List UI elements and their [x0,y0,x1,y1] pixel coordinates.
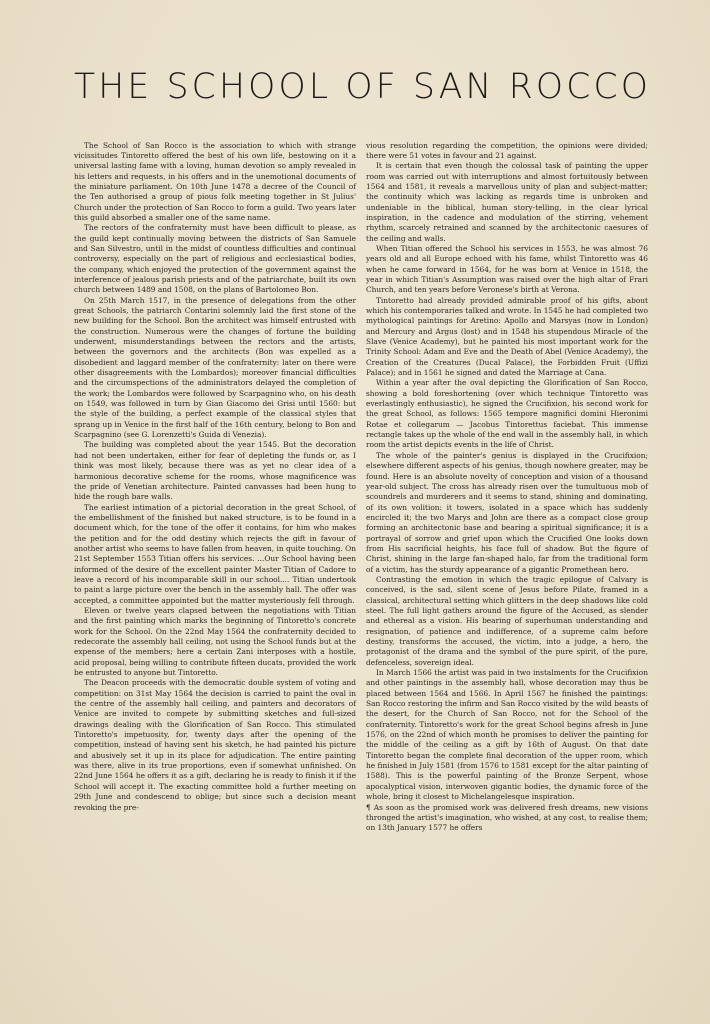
column-right [366,141,648,834]
paragraph: vious resolution regarding the competition, the opinions were divided; there were 51 votes in favour and 21 against. [366,140,648,160]
paragraph: In March 1566 the artist was paid in two instalments for the Crucifixion and other paintings in the assembly hall, whose decoration may thus be placed between 1564 and 1566. In April 1567 he finished the paintings: San Rocco restoring the infirm and San Rocco visited by the wild beasts of the desert, for the Church of San Rocco, not for the School of the confraternity. Tintoretto's work for the great School begins afresh in June 1576, on the 22nd of which month he promises to deliver the painting for the middle of the ceiling as a gift by 16th of August. On that date Tintoretto began the complete final decoration of the upper room, which he finished in July 1581 (from 1576 to 1581 except for the altar painting of 1588). This is the powerful painting of the Bronze Serpent, whose apocalyptical vision, interwoven gigantic bodies, the dynamic force of the whole, bring it closest to Michelangelesque inspiration. [366,668,648,802]
paragraph: The rectors of the confraternity must have been difficult to please, as the guild kept continually moving between the districts of San Samuele and San Silvestro, until in the midst of countless difficulties and continual controversy, especially on the part of religious and ecclesiastical bodies, the company, which enjoyed the protection of the government against the interference of jealous parish priests and of the patriarchate, built its own church between 1489 and 1508, on the plans of Bartolomeo Bon. [74,223,356,295]
paragraph: ¶ As soon as the promised work was delivered fresh dreams, new visions thronged the artist's imagination, who wished, at any cost, to realise them; on 13th January 1577 he offers [366,802,648,833]
paragraph: When Titian offered the School his services in 1553, he was almost 76 years old and all Europe echoed with his fame, whilst Tintoretto was 46 when he came forward in 1564, for he was born at Venice in 1518, the year in which Titian's Assumption was raised over the high altar of Frari Church, and ten years before Veronese's birth at Verona. [366,243,648,295]
page-title: THE SCHOOL OF SAN ROCCO [74,67,652,107]
paragraph: Contrasting the emotion in which the tragic epilogue of Calvary is conceived, is the sad, silent scene of Jesus before Pilate, framed in a classical, architectural setting which glitters in the deep shadows like cold steel. The full light gathers around the figure of the Accused, as slender and ethereal as a vision. His bearing of superhuman understanding and resignation, of patience and indifference, of a supreme calm before destiny, transforms the accused, the victim, into a judge, a hero, the protagonist of the drama and the symbol of the pure spirit, of the pure, defenceless, sovereign ideal. [366,574,648,667]
paragraph: The earliest intimation of a pictorial decoration in the great School, of the embellishment of the finished but naked structure, is to be found in a document which, for the tone of the offer it contains, for him who makes the petition and for the odd destiny which rejects the gift in favour of another artist who seems to have fallen from heaven, in quite touching. On 21st September 1553 Titian offers his services. ...Our School having been informed of the desire of the excellent painter Master Titian of Cadore to leave a record of his incomparable skill in our school.... Titian undertook to paint a large picture over the bench in the assembly hall. The offer was accepted, a committee appointed but the matter mysteriously fell through. [74,502,356,605]
paragraph: The School of San Rocco is the association to which with strange vicissitudes Tintoretto offered the best of his own life, bestowing on it a universal lasting fame with a loving, human devotion so amply revealed in his letters and requests, in his offers and in the unemotional documents of the miniature parliament. On 10th June 1478 a decree of the Council of the Ten authorised a group of pious folk meeting together in St Julius' Church under the protection of San Rocco to form a guild. Two years later this guild absorbed a smaller one of the same name. [74,140,356,222]
paragraph: Tintoretto had already provided admirable proof of his gifts, about which his contemporaries talked and wrote. In 1545 he had completed two mythological paintings for Aretino: Apollo and Marsyas (now in London) and Mercury and Argus (lost) and in 1548 his stupendous Miracle of the Slave (Venice Academy), but he painted his most important work for the Trinity School: Adam and Eve and the Death of Abel (Venice Academy), the Creation of the Creatures (Ducal Palace), the Forbidden Fruit (Uffizi Palace); and in 1561 he signed and dated the Marriage at Cana. [366,295,648,378]
paragraph: On 25th March 1517, in the presence of delegations from the other great Schools, the patriarch Contarini solemnly laid the first stone of the new building for the School. Bon the architect was himself entrusted with the construction. Numerous were the changes of fortune the building underwent, misunderstandings between the rectors and the artists, between the governors and the architects (Bon was expelled as a disobedient and laggard member of the confraternity: later on there were other disagreements with the Lombardos); moreover financial difficulties and the circumspections of the administrators delayed the completion of the work; the Lombardos were followed by Scarpagnino who, on his death on 1549, was followed in turn by Gian Giacomo dei Grisi until 1560: but the style of the building, a perfect example of the classical styles that sprang up in Venice in the first half of the 16th century, belong to Bon and Scarpagnino (see G. Lorenzetti's Guida di Venezia). [74,295,356,440]
paragraph: Eleven or twelve years clapsed between the negotiations with Titian and the first painting which marks the beginning of Tintoretto's concrete work for the School. On the 22nd May 1564 the confraternity decided to redecorate the assembly hall ceiling, not using the School funds but at the expense of the members; here a certain Zani interposes with a hostile, acid proposal, being willing to contribute fifteen ducats, provided the work be entrusted to anyone but Tintoretto. [74,605,356,678]
column-left [74,141,356,834]
paragraph: The whole of the painter's genius is displayed in the Crucifixion; elsewhere different aspects of his genius, though nowhere greater, may be found. Here is an absolute novelty of conception and vision of a thousand year-old subject. The cross has already risen over the tumultuous mob of scoundrels and murderers and it seems to stand, shining and dominating, of its own volition: it towers, isolated in a space which has suddenly encircled it; the two Marys and John are there as a compact close group forming an architectonic base and bearing a spiritual significance; it is a portrayal of sorrow and grief upon which the Crucified One looks down from His sacrificial heights, his face full of shadow. But the figure of Christ, shining in the large fan-shaped halo, far from the traditional form of a victim, has the sturdy appearance of a gigantic Promethean hero. [366,450,648,574]
paragraph: Within a year after the oval depicting the Glorification of San Rocco, showing a bold foreshortening (over which technique Tintoretto was everlastingly enthusiastic), he signed the Crucifixion, his second work for the great School, as follows: 1565 tempore magnifici domini Hieronimi Rotae et collegarum — Jacobus Tintorettus faciebat. This immense rectangle takes up the whole of the end wall in the assembly hall, in which room the artist depicts events in the life of Christ. [366,378,648,450]
paragraph: The Deacon proceeds with the democratic double system of voting and competition: on 31st May 1564 the decision is carried to paint the oval in the centre of the assembly hall ceiling, and painters and decorators of Venice are invited to compete by submitting sketches and full-sized drawings dealing with the Glorification of San Rocco. This stimulated Tintoretto's impetuosity, for, twenty days after the opening of the competition, instead of having sent his sketch, he had painted his picture and abusively set it up in its place for adjudication. The entire painting was there, alive in its true proportions, even if somewhat unfinished. On 22nd June 1564 he offers it as a gift, declaring he is ready to finish it if the School will accept it. The exacting committee hold a further meeting on 29th June and condescend to oblige; but since such a decision meant revoking the pre- [74,678,356,812]
text-columns [74,141,648,834]
paragraph: It is certain that even though the colossal task of painting the upper room was carried out with interruptions and almost fortuitously between 1564 and 1581, it reveals a marvellous unity of plan and subject-matter; the continuity which was lacking as regards time is unbroken and undeniable in the biblical, human story-telling, in the clear lyrical inspiration, in the cadence and modulation of the stirring, vehement rhythm, scarcely retrained and scanned by the architectonic caesures of the ceiling and walls. [366,161,648,243]
paragraph: The building was completed about the year 1545. But the decoration had not been undertaken, either for fear of depleting the funds or, as I think was most likely, because there was as yet no clear idea of a harmonious decorative scheme for the rooms, whose magnificence was the pride of Venetian architecture. Painted canvasses had been hung to hide the rough bare walls. [74,440,356,502]
